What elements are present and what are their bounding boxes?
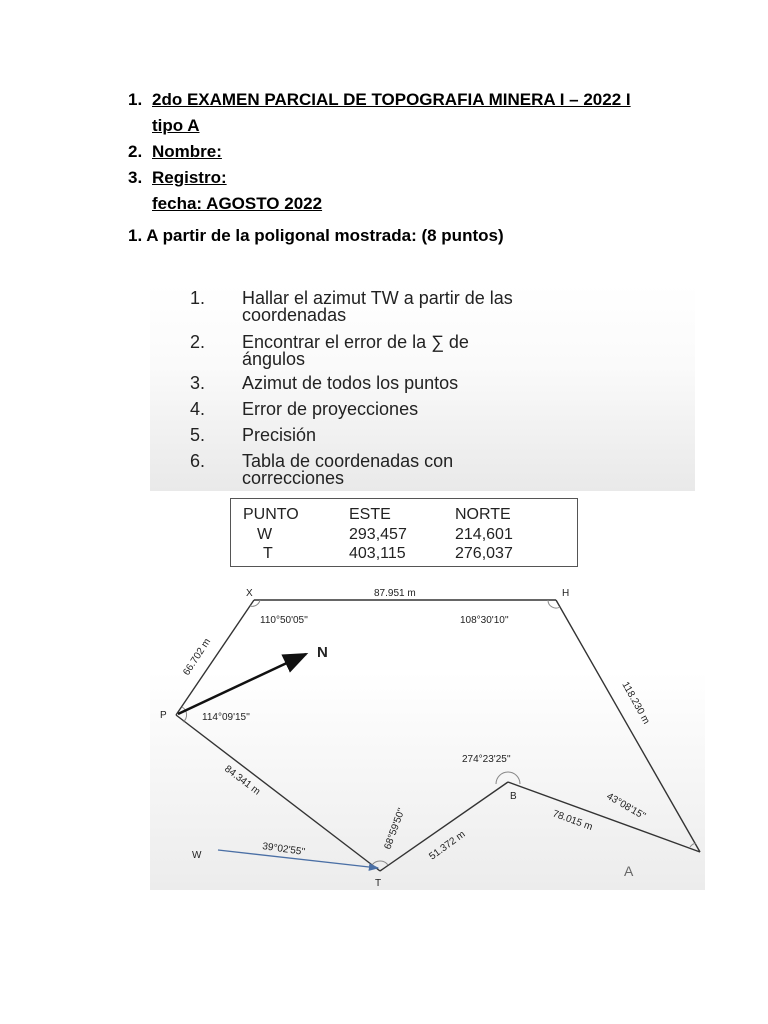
task-num: 5. [190,425,206,445]
distance-px: 66.702 m [181,636,214,678]
header-num: 3. [128,168,143,187]
angle-arc-t [372,861,388,865]
table-cell: W [257,526,273,543]
point-h-label: H [562,588,570,599]
task-num: 2. [190,332,206,352]
distance-pt: 84.341 m [222,763,263,798]
angle-c-label: 43°08'15'' [604,791,648,823]
table-header: ESTE [349,506,391,523]
header-item-title-cont [128,113,631,139]
header-item-date [128,191,631,217]
exam-type: tipo A [152,116,200,135]
polygon-drawing [150,494,705,890]
side-bc [508,782,700,852]
table-cell: T [263,545,273,562]
task-num: 3. [190,373,206,393]
table-cell: 403,115 [349,545,406,562]
angle-arc-c [690,843,696,847]
task-text: Azimut de todos los puntos [242,373,459,393]
question-intro: 1. A partir de la poligonal mostrada: (8 puntos) [128,226,504,245]
angle-t-w-label: 39°02'55'' [261,841,306,858]
name-label: Nombre: [152,142,222,161]
distance-bc: 78.015 m [550,808,594,834]
angle-b-label: 274°23'25'' [462,754,511,765]
task-line: coordenadas [242,305,347,325]
header-list [128,87,631,217]
task-line: Hallar el azimut TW a partir de las [242,288,513,308]
exam-title: 2do EXAMEN PARCIAL DE TOPOGRAFIA MINERA I – 2022 I [152,90,631,109]
distance-hc: 118.230 m [619,680,652,727]
table-cell: 293,457 [349,526,407,543]
task-num: 1. [190,288,206,308]
north-label: N [317,644,328,661]
register-label: Registro: [152,168,227,187]
task-line: ángulos [242,349,306,369]
table-cell: 214,601 [455,526,513,543]
header-num: 2. [128,142,143,161]
exam-date: fecha: AGOSTO 2022 [152,194,323,213]
side-hc [556,600,700,852]
task-num: 6. [190,451,206,471]
task-text [242,290,682,324]
header-item-register [128,165,631,191]
task-text: Error de proyecciones [242,399,419,419]
table-cell: 276,037 [455,545,513,562]
point-p-label: P [160,710,167,721]
point-w-label: W [192,850,202,861]
task-line: correcciones [242,468,345,488]
point-x-label: X [246,588,253,599]
task-list-image [150,284,695,491]
task-text [242,453,682,487]
point-a-label: A [624,863,634,879]
polygon-figure [150,494,705,890]
table-header: NORTE [455,506,511,523]
distance-tb: 51.372 m [427,829,468,863]
task-line: Tabla de coordenadas con [242,451,454,471]
header-item-title [128,87,631,113]
header-num: 1. [128,90,143,109]
angle-t-label: 68°59'50'' [382,806,408,852]
angle-h-label: 108°30'10'' [460,615,509,626]
point-t-label: T [375,878,382,889]
point-b-label: B [510,791,517,802]
header-item-name [128,139,631,165]
task-text [242,334,682,368]
task-num: 4. [190,399,206,419]
table-header: PUNTO [243,506,299,523]
task-text: Precisión [242,425,317,445]
distance-xh: 87.951 m [374,588,416,599]
angle-p-label: 114°09'15'' [202,712,250,723]
angle-x-label: 110°50'05'' [260,615,308,626]
task-line: Encontrar el error de la ∑ de [242,332,469,352]
